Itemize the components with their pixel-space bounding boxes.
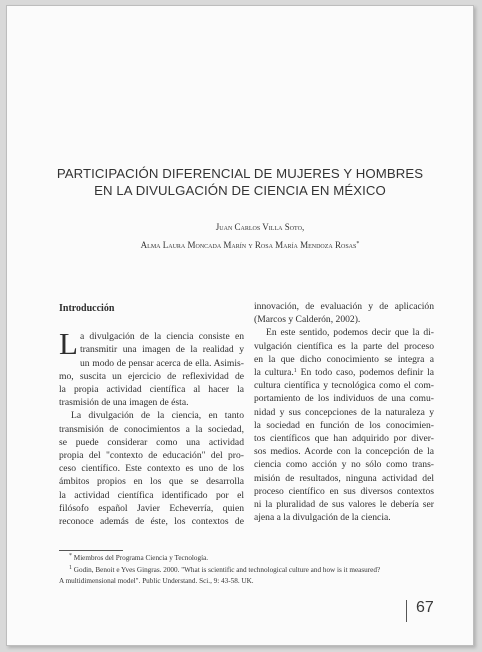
text-line: La divulgación de la ciencia, en tanto: [71, 410, 244, 422]
text-line: transmitir una imagen de la realidad y: [79, 344, 244, 356]
text-line: ni la pluralidad de sus valores le debería ser: [254, 499, 434, 511]
text-line: nidad y sus concepciones de la naturaleza y: [254, 406, 434, 418]
footnote-2-continuation: A multidimensional model". Public Understand. Sci., 9: 43-58. UK.: [59, 577, 254, 586]
authors-footnote-mark: *: [356, 241, 360, 247]
authors-names: Alma Laura Moncada Marín y Rosa María Mendoza Rosas: [140, 240, 357, 250]
left-column: [59, 302, 244, 528]
text-line: la sociedad en función de los conocimien-: [254, 419, 434, 431]
authors-line-1: Juan Carlos Villa Soto,: [215, 222, 305, 232]
text-line: en la que dicho conocimiento se integra a: [254, 353, 434, 365]
footnote-mark: 1: [293, 368, 297, 375]
text-line: la actividad científica identificado por el: [59, 489, 244, 501]
footnote-1-mark: *: [69, 553, 72, 559]
text-line: propia del "contexto de educación" del pro-: [59, 450, 244, 462]
text-run: En todo caso, podemos definir la: [296, 367, 434, 379]
text-line: portamiento de los individuos de una comu-: [254, 393, 434, 405]
text-line: ceso científico. Este contexto es uno de los: [59, 463, 244, 475]
text-line: ámbitos propios en los que se desarrolla: [59, 476, 244, 488]
text-line: innovación, de evaluación y de aplicación: [254, 301, 434, 312]
document-page: [6, 5, 474, 646]
footnote-2-text: Godin, Benoit e Yves Gingras. 2000. "What is scientific and technological culture and how is it measured?: [73, 565, 381, 574]
text-line: cultura científica y tecnológica como el com-: [254, 380, 434, 392]
section-heading: Introducción: [59, 303, 115, 314]
drop-cap: L: [59, 326, 78, 362]
authors-line-2: [17, 240, 474, 250]
text-line: proceso científico en sus diversos contextos: [254, 485, 434, 497]
footnotes: [59, 553, 435, 588]
footnote-1-text: Miembros del Programa Ciencia y Tecnología.: [73, 554, 209, 562]
footnote-2: [59, 565, 435, 577]
article-title-line-2: EN LA DIVULGACIÓN DE CIENCIA EN MÉXICO: [94, 183, 386, 198]
text-line: la propia actividad científica al hacer la: [59, 384, 244, 396]
right-column: [254, 300, 434, 524]
text-line: vulgación científica es la parte del proceso: [254, 340, 434, 352]
text-line: tos científicos que han adquirido por diver-: [254, 433, 434, 445]
article-title-line-1: PARTICIPACIÓN DIFERENCIAL DE MUJERES Y HOMBRES: [56, 166, 424, 181]
paragraph-continuation: [254, 300, 434, 326]
page-number: 67: [416, 599, 434, 616]
footnote-1: [59, 553, 435, 565]
text-line: sos medios. Acorde con la concepción de la: [254, 446, 434, 458]
text-line: misión de resultados, ninguna actividad del: [254, 472, 434, 484]
footnote-2-mark: 1: [69, 564, 72, 571]
text-run: la cultura.: [254, 367, 294, 379]
paragraph-3: [254, 326, 434, 524]
text-line: ciencia como acción y no sólo como trans-: [254, 459, 434, 471]
text-line: En este sentido, podemos decir que la di-: [266, 327, 434, 339]
text-line: a divulgación de la ciencia consiste en: [79, 331, 244, 343]
paragraph-2: [59, 409, 244, 528]
paragraph-1: [59, 326, 244, 409]
text-line: ajena a la divulgación de la ciencia.: [254, 512, 391, 524]
text-line: filósofo español Javier Echeverría, quien: [59, 502, 244, 514]
footnote-divider: [59, 550, 123, 551]
text-line: (Marcos y Calderón, 2002).: [254, 314, 361, 326]
text-line: reconoce además de éste, los contextos de: [59, 516, 244, 528]
page-number-divider: [406, 600, 407, 622]
text-line: trasmisión de una imagen de ésta.: [59, 397, 189, 409]
text-line: se puede considerar como una actividad: [59, 436, 244, 448]
text-line: [254, 366, 434, 379]
text-line: transmisión de conocimientos a la sociedad,: [59, 423, 244, 435]
text-line: un modo de pensar acerca de ella. Asimis-: [79, 357, 244, 369]
text-line: mo, suscita un ejercicio de reflexividad de: [59, 370, 244, 382]
